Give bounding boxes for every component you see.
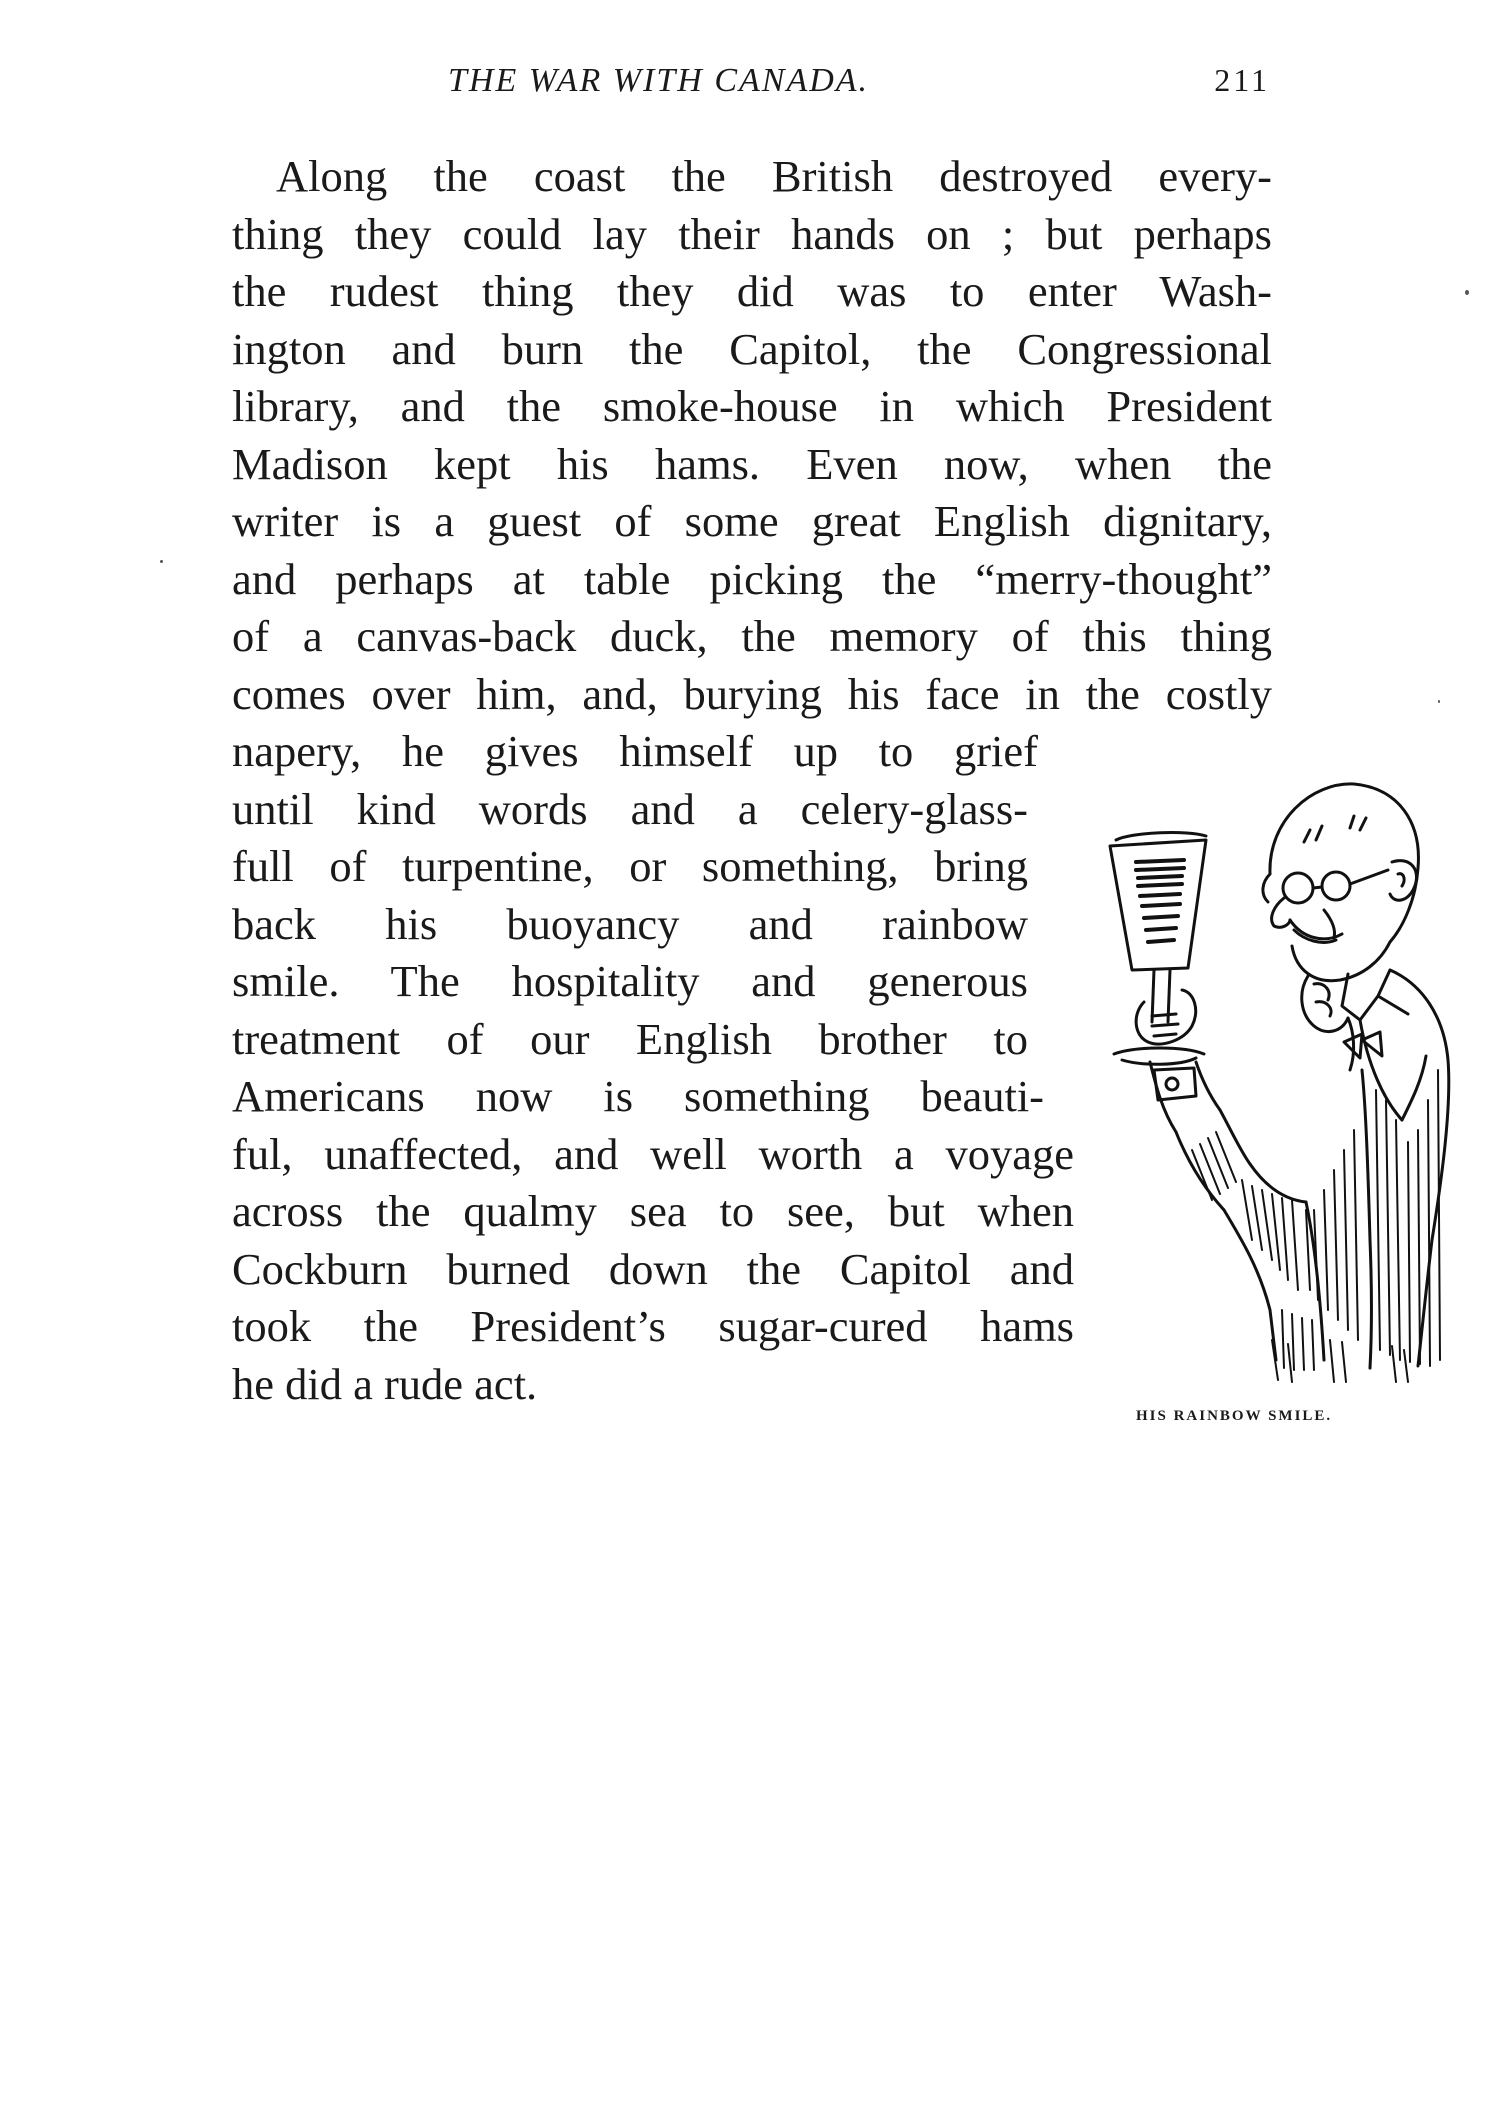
text-line: napery, he gives himself up to grief: [232, 726, 1038, 776]
text-line: took the President’s sugar-cured hams: [232, 1301, 1074, 1351]
text-line: ful, unaffected, and well worth a voyage: [232, 1128, 1074, 1179]
paper-speck: [160, 560, 163, 563]
text-line: thing they could lay their hands on ; but perhaps: [232, 208, 1272, 259]
text-line: treatment of our English brother to: [232, 1013, 1028, 1064]
text-line: library, and the smoke-house in which President: [232, 381, 1272, 431]
text-line: ington and burn the Capitol, the Congressional: [232, 323, 1272, 374]
text-line: comes over him, and, burying his face in the costly: [232, 668, 1272, 719]
text-line: Madison kept his hams. Even now, when the: [232, 438, 1272, 489]
running-head: [230, 62, 1270, 112]
text-line: back his buoyancy and rainbow: [232, 898, 1028, 949]
text-line: full of turpentine, or something, bring: [232, 841, 1028, 891]
paper-speck: [1465, 290, 1469, 295]
text-line: Cockburn burned down the Capitol and: [232, 1243, 1074, 1294]
text-line: until kind words and a celery-glass-: [232, 783, 1028, 834]
running-title: THE WAR WITH CANADA.: [448, 62, 870, 99]
text-line: writer is a guest of some great English dignitary,: [232, 496, 1272, 546]
illustration-caption: HIS RAINBOW SMILE.: [1136, 1408, 1333, 1424]
page-number: 211: [1214, 62, 1270, 98]
text-line: Americans now is something beauti-: [232, 1071, 1044, 1121]
text-line: he did a rude act.: [232, 1358, 538, 1409]
text-line: and perhaps at table picking the “merry-thought”: [232, 553, 1272, 604]
text-line: Along the coast the British destroyed every-: [276, 151, 1272, 201]
bald-man-with-glass-icon: [1092, 770, 1452, 1390]
text-line: smile. The hospitality and generous: [232, 956, 1028, 1006]
text-line: across the qualmy sea to see, but when: [232, 1186, 1074, 1236]
paper-speck: [1438, 700, 1440, 703]
text-line: of a canvas-back duck, the memory of this thing: [232, 611, 1272, 661]
text-line: the rudest thing they did was to enter Wash-: [232, 266, 1272, 316]
